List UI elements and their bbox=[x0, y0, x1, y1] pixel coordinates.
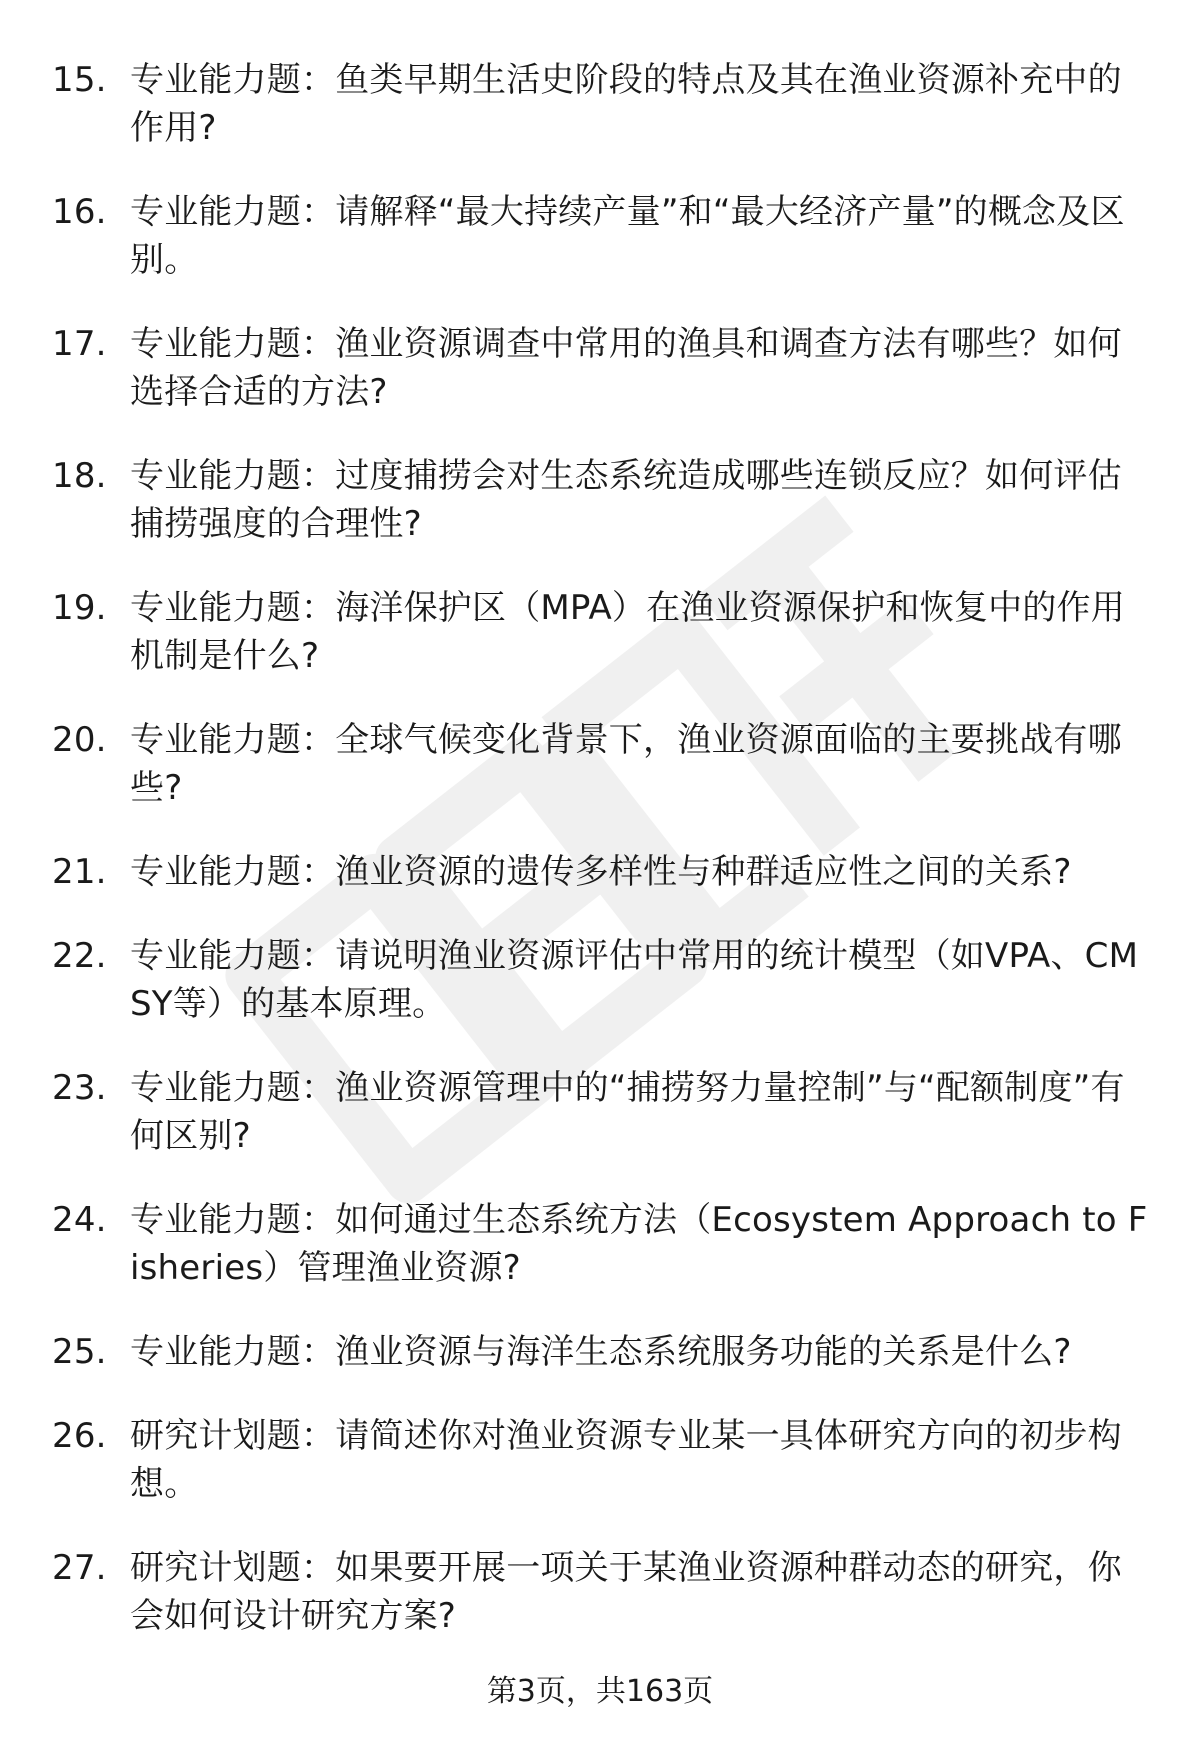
page-footer: 第3页，共163页 bbox=[486, 1674, 714, 1709]
question-item bbox=[52, 1196, 1152, 1292]
question-text: 研究计划题：如果要开展一项关于某渔业资源种群动态的研究，你会如何设计研究方案? bbox=[130, 1548, 1122, 1636]
question-number: 25. bbox=[52, 1332, 107, 1372]
question-text: 专业能力题：全球气候变化背景下，渔业资源面临的主要挑战有哪些? bbox=[130, 720, 1122, 808]
question-item bbox=[52, 56, 1152, 152]
question-item bbox=[52, 716, 1152, 812]
question-number: 20. bbox=[52, 720, 107, 760]
question-item bbox=[52, 320, 1152, 416]
question-list bbox=[52, 56, 1152, 1676]
question-text: 专业能力题：请解释“最大持续产量”和“最大经济产量”的概念及区别。 bbox=[130, 192, 1125, 280]
question-item bbox=[52, 1544, 1152, 1640]
question-item bbox=[52, 188, 1152, 284]
question-number: 19. bbox=[52, 588, 107, 628]
question-text: 专业能力题：渔业资源管理中的“捕捞努力量控制”与“配额制度”有何区别? bbox=[130, 1068, 1125, 1156]
question-number: 22. bbox=[52, 936, 107, 976]
question-number: 27. bbox=[52, 1548, 107, 1588]
question-item bbox=[52, 452, 1152, 548]
question-text: 研究计划题：请简述你对渔业资源专业某一具体研究方向的初步构想。 bbox=[130, 1416, 1122, 1504]
question-text: 专业能力题：如何通过生态系统方法（Ecosystem Approach to Fisheries）管理渔业资源? bbox=[130, 1200, 1148, 1288]
question-item bbox=[52, 584, 1152, 680]
question-number: 24. bbox=[52, 1200, 107, 1240]
question-text: 专业能力题：鱼类早期生活史阶段的特点及其在渔业资源补充中的作用? bbox=[130, 60, 1122, 148]
question-text: 专业能力题：渔业资源调查中常用的渔具和调查方法有哪些？如何选择合适的方法? bbox=[130, 324, 1122, 412]
question-item bbox=[52, 848, 1152, 896]
question-item bbox=[52, 932, 1152, 1028]
question-item bbox=[52, 1328, 1152, 1376]
question-number: 15. bbox=[52, 60, 107, 100]
question-number: 23. bbox=[52, 1068, 107, 1108]
question-text: 专业能力题：海洋保护区（MPA）在渔业资源保护和恢复中的作用机制是什么? bbox=[130, 588, 1125, 676]
question-text: 专业能力题：渔业资源与海洋生态系统服务功能的关系是什么? bbox=[130, 1332, 1072, 1372]
question-item bbox=[52, 1412, 1152, 1508]
question-item bbox=[52, 1064, 1152, 1160]
question-number: 21. bbox=[52, 852, 107, 892]
question-number: 17. bbox=[52, 324, 107, 364]
question-number: 18. bbox=[52, 456, 107, 496]
question-number: 16. bbox=[52, 192, 107, 232]
question-text: 专业能力题：渔业资源的遗传多样性与种群适应性之间的关系? bbox=[130, 852, 1072, 892]
question-number: 26. bbox=[52, 1416, 107, 1456]
question-text: 专业能力题：请说明渔业资源评估中常用的统计模型（如VPA、CMSY等）的基本原理。 bbox=[130, 936, 1139, 1024]
question-text: 专业能力题：过度捕捞会对生态系统造成哪些连锁反应？如何评估捕捞强度的合理性? bbox=[130, 456, 1122, 544]
